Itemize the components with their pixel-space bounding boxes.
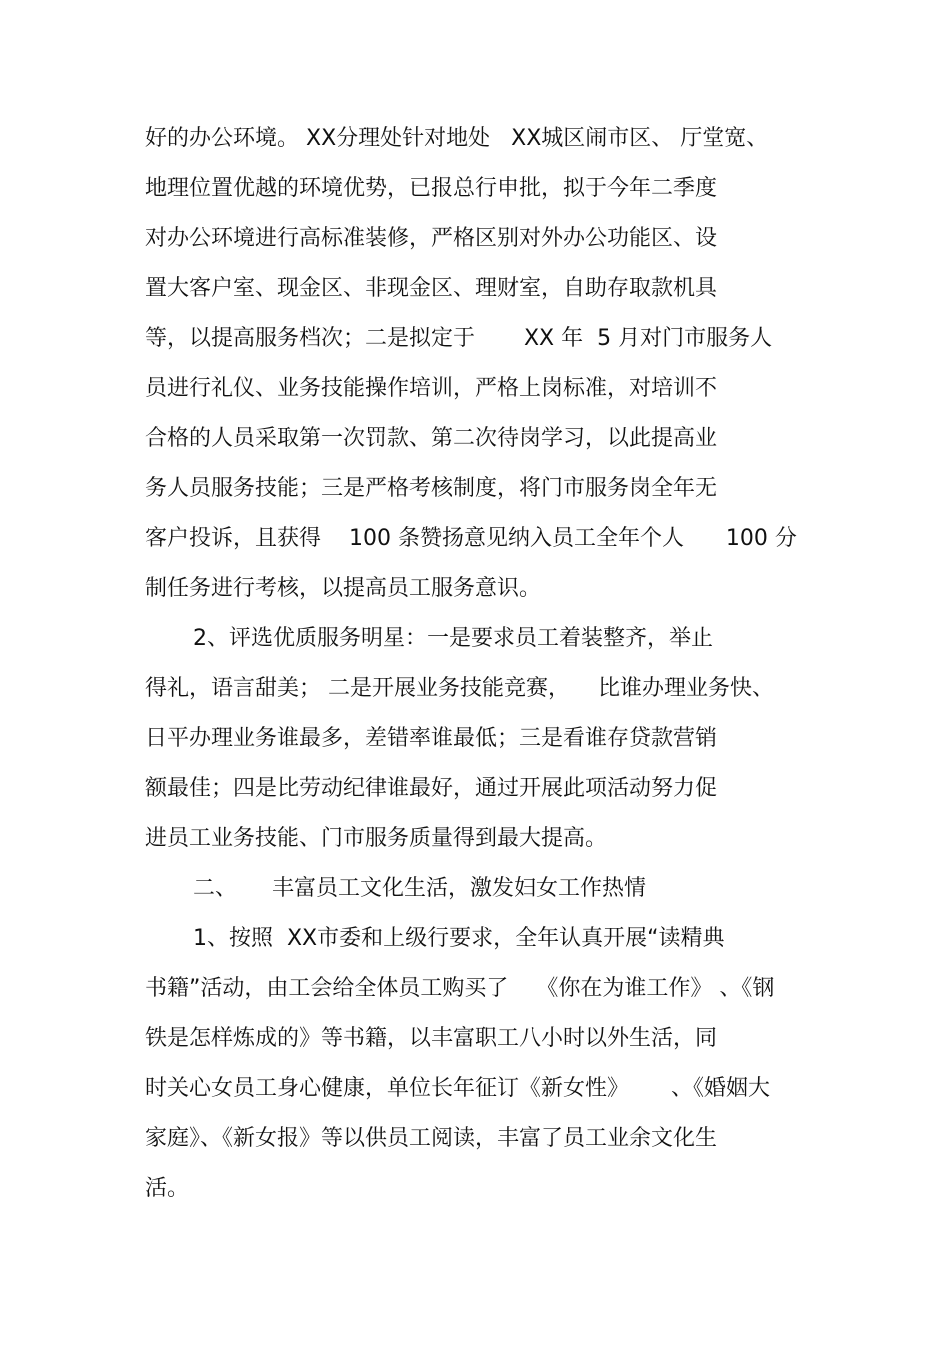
text-line: 得礼，语言甜美； 二是开展业务技能竞赛， 比谁办理业务快、 — [145, 676, 774, 701]
paragraph-heading: 1、按照 XX市委和上级行要求，全年认真开展“读精典 — [193, 926, 725, 951]
text-line: 等，以提高服务档次；二是拟定于 XX 年 5 月对门市服务人 — [145, 326, 773, 351]
text-line: 家庭》、《新女报》等以供员工阅读，丰富了员工业余文化生 — [145, 1126, 718, 1151]
text-line: 客户投诉，且获得 100 条赞扬意见纳入员工全年个人 100 分 — [145, 526, 797, 551]
text-line: 书籍”活动，由工会给全体员工购买了 《你在为谁工作》 、《钢 — [145, 976, 775, 1001]
text-line: 好的办公环境。 XX分理处针对地处 XX城区闹市区、 厅堂宽、 — [145, 126, 769, 151]
text-line: 时关心女员工身心健康，单位长年征订《新女性》 、《婚姻大 — [145, 1076, 770, 1101]
paragraph-heading: 2、评选优质服务明星：一是要求员工着装整齐，举止 — [193, 626, 713, 651]
text-line: 务人员服务技能；三是严格考核制度，将门市服务岗全年无 — [145, 476, 718, 501]
text-line: 日平办理业务谁最多，差错率谁最低；三是看谁存贷款营销 — [145, 726, 718, 751]
text-line: 地理位置优越的环境优势，已报总行申批，拟于今年二季度 — [145, 176, 718, 201]
text-line: 活。 — [145, 1176, 190, 1201]
text-line: 置大客户室、现金区、非现金区、理财室，自助存取款机具 — [145, 276, 718, 301]
text-line: 员进行礼仪、业务技能操作培训，严格上岗标准，对培训不 — [145, 376, 718, 401]
text-line: 额最佳；四是比劳动纪律谁最好，通过开展此项活动努力促 — [145, 776, 718, 801]
text-line: 合格的人员采取第一次罚款、第二次待岗学习，以此提高业 — [145, 426, 718, 451]
text-line: 制任务进行考核，以提高员工服务意识。 — [145, 576, 542, 601]
text-line: 进员工业务技能、门市服务质量得到最大提高。 — [145, 826, 608, 851]
text-line: 铁是怎样炼成的》等书籍，以丰富职工八小时以外生活，同 — [145, 1026, 718, 1051]
text-line: 对办公环境进行高标准装修，严格区别对外办公功能区、设 — [145, 226, 718, 251]
section-heading: 二、 丰富员工文化生活，激发妇女工作热情 — [193, 876, 646, 901]
